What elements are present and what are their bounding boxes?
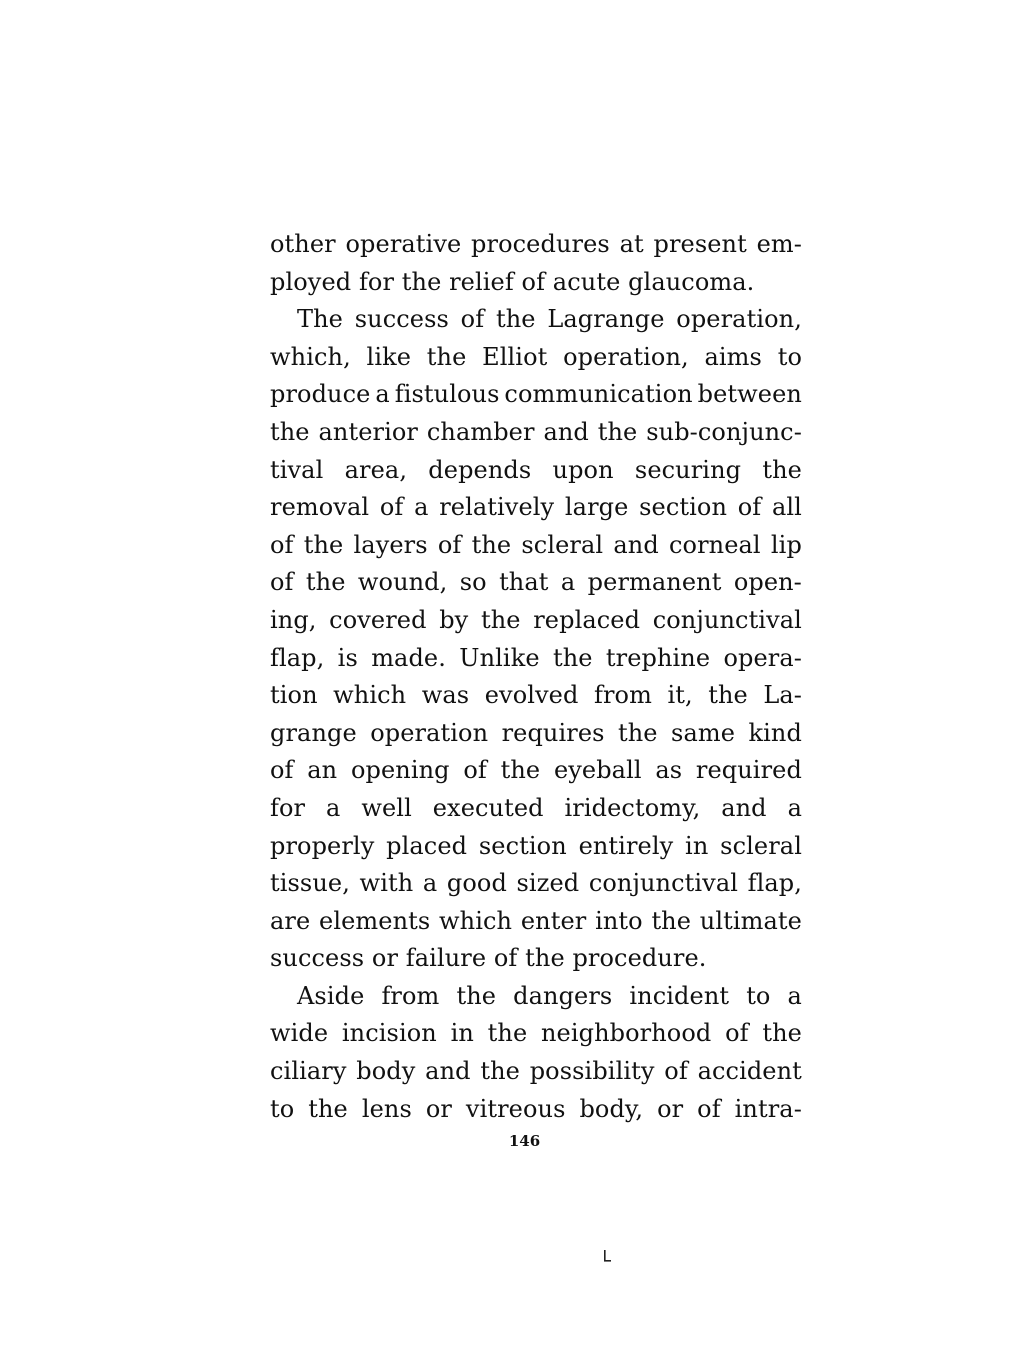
text-line: tissue, with a good sized conjunctival flap, [270, 869, 802, 898]
text-line: for a well executed iridectomy, and a [270, 793, 802, 822]
text-line: which, like the Elliot operation, aims to [270, 342, 802, 371]
text-line: the anterior chamber and the sub-conjunc- [270, 417, 802, 446]
text-line: wide incision in the neighborhood of the [270, 1019, 802, 1048]
text-line: ing, covered by the replaced conjunctival [270, 605, 802, 634]
text-line: ployed for the relief of acute glaucoma. [270, 267, 755, 296]
text-line: of an opening of the eyeball as required [270, 756, 802, 785]
text-line: other operative procedures at present em- [270, 230, 802, 258]
scan-artifact-mark [603, 1250, 613, 1264]
text-line: of the wound, so that a permanent open- [270, 568, 802, 597]
text-line: Aside from the dangers incident to a [297, 981, 802, 1010]
text-line: tion which was evolved from it, the La- [270, 681, 802, 710]
text-line: ciliary body and the possibility of accident [270, 1057, 802, 1086]
text-line: tival area, depends upon securing the [270, 455, 802, 484]
body-text [270, 226, 802, 1128]
text-line: success or failure of the procedure. [270, 944, 707, 973]
page-number: 146 [508, 1132, 541, 1150]
text-line: of the layers of the scleral and corneal lip [270, 530, 802, 559]
text-line: removal of a relatively large section of all [270, 493, 802, 522]
text-line: properly placed section entirely in scleral [270, 831, 802, 860]
text-line: produce a fistulous communication between [270, 380, 802, 409]
text-line: to the lens or vitreous body, or of intra- [270, 1094, 802, 1123]
text-line: flap, is made. Unlike the trephine opera- [270, 643, 802, 672]
text-line: grange operation requires the same kind [270, 718, 802, 747]
text-line: are elements which enter into the ultimate [270, 906, 802, 935]
text-line: The success of the Lagrange operation, [297, 305, 802, 334]
